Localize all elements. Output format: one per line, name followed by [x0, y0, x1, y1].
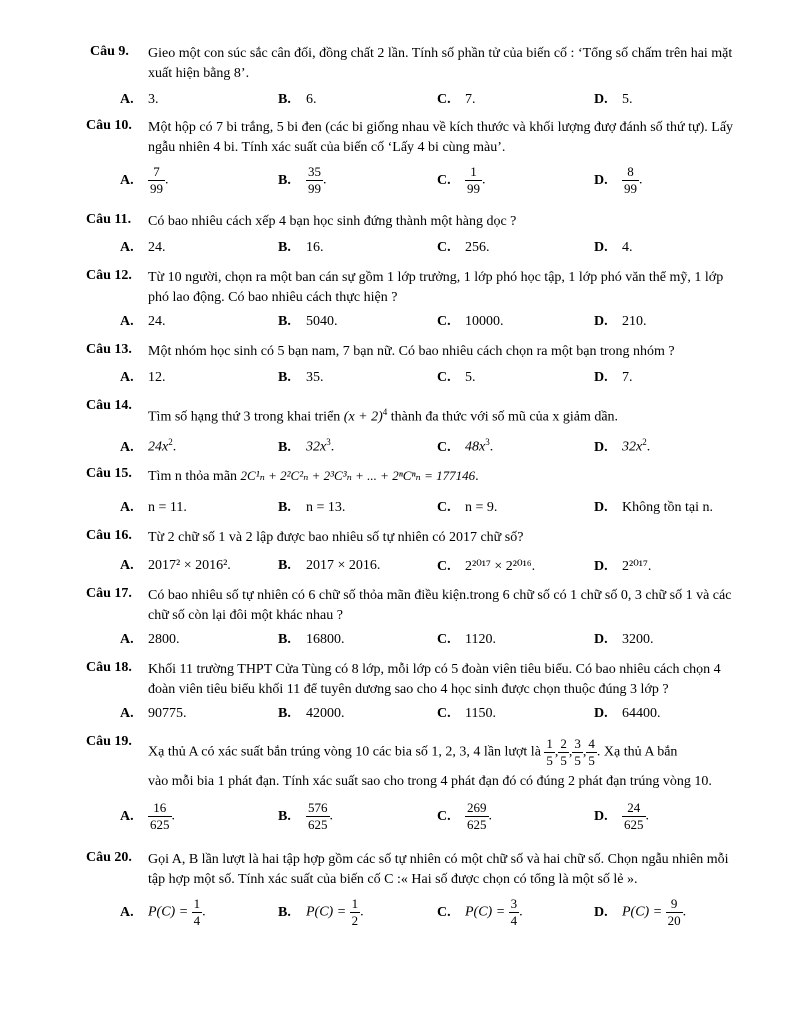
- question-label: Câu 18.: [86, 660, 132, 675]
- question-text: Có bao nhiêu số tự nhiên có 6 chữ số thỏa mãn điều kiện.trong 6 chữ số có 1 chữ số 0, 3 chữ số 1 và các chữ số còn lại đôi một khác nhau ?: [148, 588, 732, 623]
- option-d[interactable]: D. Không tồn tại n.: [594, 500, 713, 515]
- question-label: Câu 15.: [86, 466, 132, 481]
- option-c[interactable]: C. n = 9.: [437, 500, 498, 515]
- option-a[interactable]: A. 90775.: [120, 706, 187, 721]
- option-a[interactable]: A. 12.: [120, 370, 166, 385]
- option-a[interactable]: A. 24.: [120, 314, 166, 329]
- option-d[interactable]: D. 210.: [594, 314, 647, 329]
- question-label: Câu 19.: [86, 734, 132, 749]
- question-text: Gieo một con súc sắc cân đối, đồng chất 2 lần. Tính số phần tử của biến cố : ‘Tổng số chấm trên hai mặt xuất hiện bằng 8’.: [148, 46, 733, 81]
- question-text: Từ 10 người, chọn ra một ban cán sự gồm 1 lớp trưởng, 1 lớp phó học tập, 1 lớp phó văn thể mỹ, 1 lớp phó lao động. Có bao nhiêu cách thực hiện ?: [148, 270, 724, 305]
- question-label: Câu 14.: [86, 398, 132, 413]
- option-b[interactable]: B. 6.: [278, 92, 317, 107]
- question-text: Xạ thủ A có xác suất bắn trúng vòng 10 các bia số 1, 2, 3, 4 lần lượt là $\frac{1}{5}$ , $\frac{2}{5}$ , $\frac{3}{5}$ , $\frac{4}{5}$ . Xạ thủ A bắn: [148, 736, 678, 768]
- sum-equation: 2C¹ₙ + 2²C²ₙ + 2³C³ₙ + ... + 2ⁿCⁿₙ = 177146: [240, 468, 476, 483]
- question-label: Câu 20.: [86, 850, 132, 865]
- option-a[interactable]: A. $\frac{16}{625}$ .: [120, 800, 175, 832]
- option-a[interactable]: A. 24.: [120, 240, 166, 255]
- option-d[interactable]: D. 3200.: [594, 632, 654, 647]
- question-text: Tìm n thỏa mãn 2C¹ₙ + 2²C²ₙ + 2³C³ₙ + ... + 2ⁿCⁿₙ = 177146.: [148, 468, 479, 484]
- option-d[interactable]: D. 64400.: [594, 706, 661, 721]
- option-a[interactable]: A. P(C) = $\frac{1}{4}$ .: [120, 896, 206, 928]
- option-c[interactable]: C. P(C) = $\frac{3}{4}$ .: [437, 896, 523, 928]
- option-c[interactable]: C. 10000.: [437, 314, 504, 329]
- option-a[interactable]: A. $\frac{7}{99}$ .: [120, 164, 169, 196]
- question-text: Từ 2 chữ số 1 và 2 lập được bao nhiêu số tự nhiên có 2017 chữ số?: [148, 530, 524, 545]
- option-a[interactable]: A. $24x^2$.: [120, 437, 177, 455]
- question-label: Câu 11.: [86, 212, 132, 227]
- question-label: Câu 12.: [86, 268, 132, 283]
- question-text: Khối 11 trường THPT Cửa Tùng có 8 lớp, mỗi lớp có 5 đoàn viên tiêu biểu. Có bao nhiêu cách chọn 4 đoàn viên tiêu biểu khối 11 để tuyên dương sao cho 4 học sinh được chọn thuộc đúng 3 lớp ?: [148, 662, 721, 697]
- option-c[interactable]: C. 1150.: [437, 706, 496, 721]
- option-a[interactable]: A. n = 11.: [120, 500, 187, 515]
- option-d[interactable]: D. P(C) = $\frac{9}{20}$ .: [594, 896, 687, 928]
- option-b[interactable]: B. 16800.: [278, 632, 345, 647]
- option-b[interactable]: B. 42000.: [278, 706, 345, 721]
- option-b[interactable]: B. $32x^3$.: [278, 437, 335, 455]
- question-label: Câu 13.: [86, 342, 132, 357]
- option-c[interactable]: C. 2²⁰¹⁷ × 2²⁰¹⁶.: [437, 559, 536, 574]
- question-label: Câu 16.: [86, 528, 132, 543]
- option-d[interactable]: D. $\frac{8}{99}$ .: [594, 164, 643, 196]
- option-b[interactable]: B. n = 13.: [278, 500, 346, 515]
- option-b[interactable]: B. P(C) = $\frac{1}{2}$ .: [278, 896, 364, 928]
- option-c[interactable]: C. 1120.: [437, 632, 496, 647]
- option-d[interactable]: D. 2²⁰¹⁷.: [594, 559, 652, 574]
- option-c[interactable]: C. $\frac{269}{625}$ .: [437, 800, 492, 832]
- option-b[interactable]: B. 2017 × 2016.: [278, 558, 381, 573]
- option-d[interactable]: D. 7.: [594, 370, 633, 385]
- question-text: Tìm số hạng thứ 3 trong khai triển $(x + 2)^4$ thành đa thức với số mũ của x giảm dần.: [148, 407, 619, 425]
- option-a[interactable]: A. 2800.: [120, 632, 180, 647]
- option-b[interactable]: B. 35.: [278, 370, 324, 385]
- option-a[interactable]: A. 2017² × 2016².: [120, 558, 231, 573]
- expansion-expression: (x + 2): [343, 409, 383, 425]
- option-c[interactable]: C. $48x^3$.: [437, 437, 494, 455]
- option-d[interactable]: D. 4.: [594, 240, 633, 255]
- option-c[interactable]: C. 7.: [437, 92, 476, 107]
- option-b[interactable]: B. 5040.: [278, 314, 338, 329]
- option-d[interactable]: D. $\frac{24}{625}$ .: [594, 800, 649, 832]
- option-c[interactable]: C. $\frac{1}{99}$ .: [437, 164, 486, 196]
- question-text-line2: vào mỗi bia 1 phát đạn. Tính xác suất sao cho trong 4 phát đạn đó có đúng 2 phát đạn trúng vòng 10.: [148, 774, 712, 789]
- question-text: Một hộp có 7 bi trắng, 5 bi đen (các bi giống nhau về kích thước và khối lượng đượ đánh số thứ tự). Lấy ngẫu nhiên 4 bi. Tính xác suất của biến cố ‘Lấy 4 bi cùng màu’.: [148, 120, 734, 155]
- question-label: Câu 9.: [90, 44, 129, 59]
- option-c[interactable]: C. 5.: [437, 370, 476, 385]
- option-d[interactable]: D. $32x^2$.: [594, 437, 651, 455]
- option-b[interactable]: B. 16.: [278, 240, 324, 255]
- question-label: Câu 10.: [86, 118, 132, 133]
- option-b[interactable]: B. $\frac{35}{99}$ .: [278, 164, 327, 196]
- option-b[interactable]: B. $\frac{576}{625}$ .: [278, 800, 333, 832]
- question-text: Một nhóm học sinh có 5 bạn nam, 7 bạn nữ. Có bao nhiêu cách chọn ra một bạn trong nhóm ?: [148, 344, 675, 359]
- option-a[interactable]: A. 3.: [120, 92, 159, 107]
- option-d[interactable]: D. 5.: [594, 92, 633, 107]
- question-label: Câu 17.: [86, 586, 132, 601]
- question-text: Gọi A, B lần lượt là hai tập hợp gồm các số tự nhiên có một chữ số và hai chữ số. Chọn ngẫu nhiên mỗi tập hợp một số. Tính xác suất của biến cố C :« Hai số được chọn có tổng là một số lẻ ».: [148, 852, 729, 887]
- question-text: Có bao nhiêu cách xếp 4 bạn học sinh đứng thành một hàng dọc ?: [148, 214, 517, 229]
- option-c[interactable]: C. 256.: [437, 240, 490, 255]
